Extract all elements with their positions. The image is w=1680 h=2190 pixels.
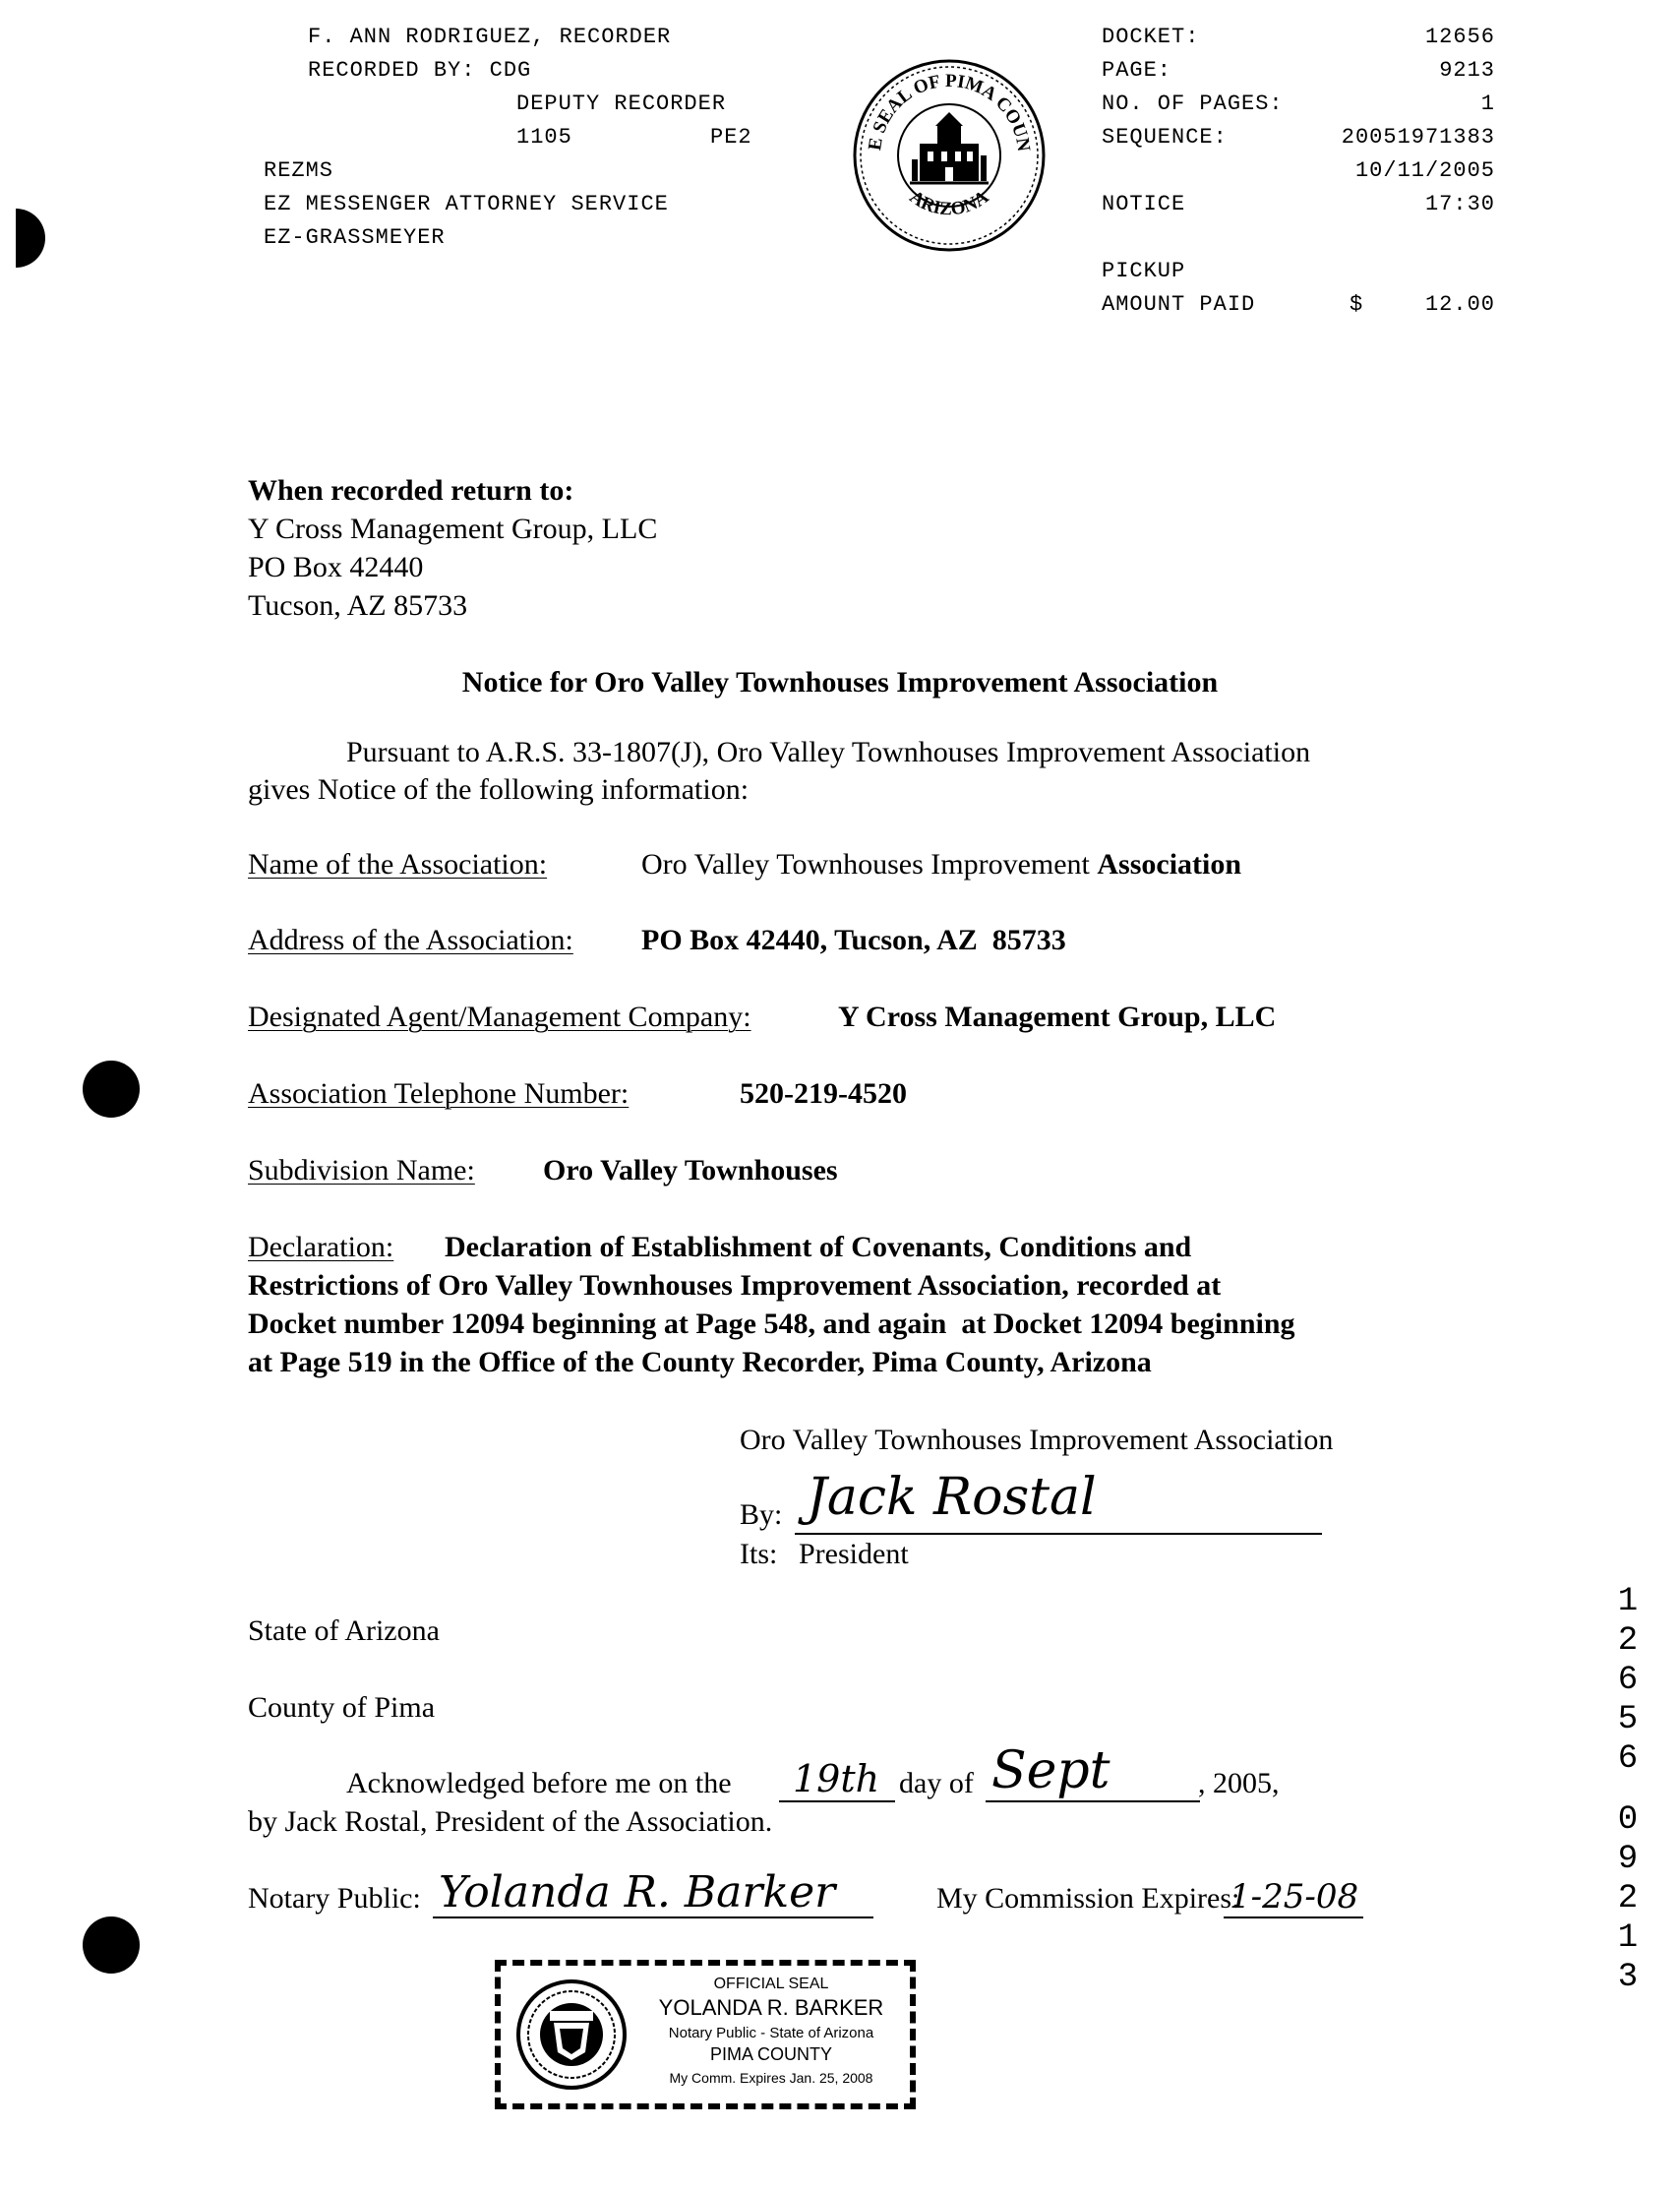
return-to-line1: Y Cross Management Group, LLC: [248, 513, 658, 545]
notary-seal-line3: Notary Public - State of Arizona: [668, 2025, 874, 2041]
association-name-value: [641, 848, 1241, 882]
ack-mid: day of: [899, 1767, 974, 1799]
notice-label: NOTICE: [1102, 192, 1186, 216]
declaration-line1: Declaration of Establishment of Covenants, Conditions and: [445, 1231, 1192, 1263]
notary-seal-emblem: [516, 1979, 627, 2090]
margin-digit: 6: [1617, 1662, 1639, 1699]
ack-day: 19th: [793, 1757, 880, 1800]
amount-paid-value: 12.00: [1424, 292, 1495, 317]
state-line: State of Arizona: [248, 1614, 440, 1647]
phone-label: Association Telephone Number:: [248, 1077, 630, 1110]
grassmeyer: EZ-GRASSMEYER: [264, 225, 446, 250]
by-label: By:: [740, 1498, 783, 1531]
notary-seal-line5: My Comm. Expires Jan. 25, 2008: [669, 2070, 873, 2086]
margin-digit: 1: [1617, 1583, 1639, 1620]
agent-value: Y Cross Management Group, LLC: [838, 1001, 1277, 1033]
margin-digit: 9: [1617, 1841, 1639, 1878]
return-to-heading: When recorded return to:: [248, 474, 574, 507]
amount-paid-label: AMOUNT PAID: [1102, 292, 1256, 317]
margin-digit: 2: [1617, 1880, 1639, 1917]
record-date: 10/11/2005: [1354, 158, 1495, 183]
punch-hole-top: [16, 209, 45, 268]
association-name-label: Name of the Association:: [248, 848, 548, 881]
margin-digit: 0: [1617, 1801, 1639, 1839]
rezms-code: REZMS: [264, 158, 334, 183]
docket-value: 12656: [1424, 25, 1495, 49]
phone-value: 520-219-4520: [740, 1077, 907, 1110]
recorder-station: PE2: [710, 125, 752, 150]
recorded-by: RECORDED BY: CDG: [308, 58, 532, 83]
month-line: [986, 1800, 1200, 1802]
declaration-line3: Docket number 12094 beginning at Page 548, and again at Docket 12094 beginning: [248, 1308, 1295, 1340]
declaration-line4: at Page 519 in the Office of the County Recorder, Pima County, Arizona: [248, 1346, 1152, 1378]
return-to-line3: Tucson, AZ 85733: [248, 589, 468, 622]
subdivision-value: Oro Valley Townhouses: [543, 1154, 838, 1186]
currency-symbol: $: [1350, 292, 1364, 317]
signature-line: [795, 1533, 1322, 1535]
association-address-label: Address of the Association:: [248, 924, 573, 956]
ack-line2: by Jack Rostal, President of the Association.: [248, 1805, 773, 1838]
declaration-label: Declaration:: [248, 1231, 394, 1263]
pages-value: 1: [1480, 91, 1495, 116]
sequence-value: 20051971383: [1341, 125, 1495, 150]
seal-bottom-text: ARIZONA: [905, 186, 993, 220]
pima-county-seal: [851, 57, 1048, 254]
page-label: PAGE:: [1102, 58, 1172, 83]
pages-label: NO. OF PAGES:: [1102, 91, 1284, 116]
sequence-label: SEQUENCE:: [1102, 125, 1228, 150]
return-to-line2: PO Box 42440: [248, 551, 424, 583]
notary-signature: Yolanda R. Barker: [439, 1867, 836, 1917]
association-name-main: Oro Valley Townhouses Improvement: [641, 848, 1090, 881]
ack-prefix: Acknowledged before me on the: [346, 1767, 732, 1799]
president-signature: Jack Rostal: [807, 1468, 1097, 1527]
county-line: County of Pima: [248, 1691, 436, 1724]
deputy-recorder: DEPUTY RECORDER: [516, 91, 727, 116]
notice-intro-line2: gives Notice of the following information:: [248, 773, 750, 806]
its-label: Its:: [740, 1538, 778, 1570]
commission-label: My Commission Expires:: [936, 1882, 1240, 1915]
its-title: President: [799, 1538, 909, 1570]
punch-hole-bottom: [83, 1916, 140, 1974]
association-name-bold: Association: [1097, 848, 1242, 881]
notary-seal-line1: OFFICIAL SEAL: [713, 1976, 829, 1992]
notary-seal-line4: PIMA COUNTY: [709, 2044, 832, 2064]
page-value: 9213: [1439, 58, 1495, 83]
seal-top-text: E SEAL OF PIMA COUN: [865, 70, 1035, 153]
notary-official-seal: [495, 1960, 916, 2109]
docket-label: DOCKET:: [1102, 25, 1200, 49]
association-address-value: PO Box 42440, Tucson, AZ 85733: [641, 924, 1066, 956]
signature-association: Oro Valley Townhouses Improvement Association: [740, 1424, 1334, 1456]
recorder-name: F. ANN RODRIGUEZ, RECORDER: [308, 25, 672, 49]
margin-digit: 2: [1617, 1622, 1639, 1660]
pickup-label: PICKUP: [1102, 259, 1186, 283]
notary-label: Notary Public:: [248, 1882, 421, 1915]
svg-text:ARIZONA: [906, 187, 993, 220]
commission-line: [1224, 1916, 1363, 1918]
margin-digit: 1: [1617, 1919, 1639, 1957]
notary-seal-line2: YOLANDA R. BARKER: [658, 1995, 884, 2020]
declaration-line2: Restrictions of Oro Valley Townhouses Improvement Association, recorded at: [248, 1269, 1222, 1302]
ack-month: Sept: [991, 1741, 1110, 1800]
margin-digit: 6: [1617, 1740, 1639, 1778]
margin-stamp: [1613, 1582, 1643, 1997]
commission-date: 1-25-08: [1230, 1877, 1359, 1916]
notice-intro-line1: Pursuant to A.R.S. 33-1807(J), Oro Valley Townhouses Improvement Association: [346, 736, 1311, 768]
notice-title: Notice for Oro Valley Townhouses Improvement Association: [461, 666, 1219, 699]
messenger-service: EZ MESSENGER ATTORNEY SERVICE: [264, 192, 669, 216]
margin-digit: 5: [1617, 1701, 1639, 1738]
subdivision-label: Subdivision Name:: [248, 1154, 475, 1186]
ack-year: , 2005,: [1198, 1767, 1280, 1799]
day-line: [779, 1800, 895, 1802]
agent-label: Designated Agent/Management Company:: [248, 1001, 751, 1033]
record-time: 17:30: [1424, 192, 1495, 216]
margin-digit: 3: [1617, 1959, 1639, 1996]
recorder-code: 1105: [516, 125, 572, 150]
punch-hole-middle: [83, 1061, 140, 1118]
